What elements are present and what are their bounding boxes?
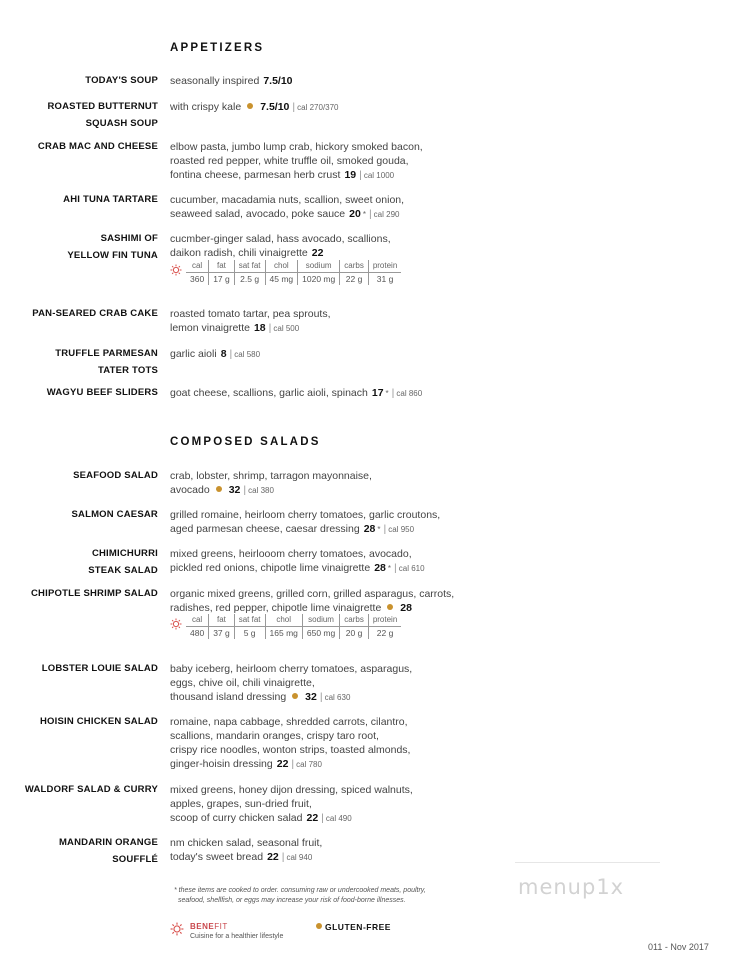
nut-header: sodium — [298, 260, 340, 273]
description-line — [170, 483, 372, 498]
menu-item-name — [31, 585, 158, 602]
menu-item-price: 28 — [374, 562, 386, 574]
description-text: cucmber-ginger salad, hass avocado, scallions, — [170, 233, 391, 245]
description-line — [170, 74, 293, 88]
description-line — [170, 715, 410, 729]
description-text: thousand island dressing — [170, 691, 287, 703]
menu-item-description — [170, 100, 339, 115]
description-text: seasonally inspired — [170, 75, 260, 87]
section-appetizers: APPETIZERS — [170, 42, 265, 54]
menu-item-name-line: CHIPOTLE SHRIMP SALAD — [30, 588, 158, 599]
separator: | — [243, 484, 247, 496]
raw-food-disclaimer — [174, 886, 426, 906]
description-line — [170, 836, 322, 850]
separator: | — [292, 101, 296, 113]
menu-item-name-line: CRAB MAC AND CHEESE — [37, 141, 158, 152]
description-text: avocado — [170, 484, 210, 496]
menu-item-calories: cal 270/370 — [297, 103, 339, 112]
description-line — [170, 100, 339, 115]
description-text: scoop of curry chicken salad — [170, 812, 303, 824]
menu-item-name — [47, 384, 158, 401]
description-text: lemon vinaigrette — [170, 322, 250, 334]
menu-item-price: 28 — [400, 602, 412, 614]
watermark-rule — [515, 862, 660, 863]
gluten-free-dot-icon — [292, 693, 298, 699]
description-line — [170, 347, 260, 362]
nut-header: protein — [368, 260, 401, 273]
nut-value: 5 g — [234, 627, 265, 640]
nut-value: 22 g — [340, 273, 369, 286]
description-text: mixed greens, honey dijon dressing, spiced walnuts, — [170, 784, 413, 796]
description-line — [170, 154, 423, 168]
nut-value: 37 g — [209, 627, 235, 640]
separator: | — [281, 851, 285, 863]
menu-item-description — [170, 386, 422, 401]
description-line — [170, 547, 425, 561]
nut-header: sodium — [302, 614, 339, 627]
description-text: elbow pasta, jumbo lump crab, hickory smoked bacon, — [170, 141, 423, 153]
menu-item-description — [170, 836, 322, 865]
separator: | — [383, 523, 387, 535]
menu-item-description — [170, 469, 372, 498]
menu-item-price: 18 — [253, 322, 266, 334]
menu-item-description — [170, 307, 331, 336]
benefit-sun-icon — [170, 618, 182, 630]
menu-item-calories: cal 1000 — [363, 171, 395, 180]
nut-header: cal — [186, 260, 209, 273]
description-line — [170, 508, 440, 522]
description-line — [170, 797, 413, 811]
raw-warning-asterisk: * — [387, 564, 392, 573]
menu-item-name — [40, 713, 158, 730]
description-line — [170, 662, 412, 676]
description-line — [170, 783, 413, 797]
description-text: crispy rice noodles, wonton strips, toasted almonds, — [170, 744, 411, 756]
nut-header: fat — [209, 260, 235, 273]
description-line — [170, 676, 412, 690]
description-text: today's sweet bread — [170, 851, 264, 863]
nut-value: 45 mg — [265, 273, 298, 286]
separator: | — [321, 812, 324, 824]
menu-item-name — [38, 138, 158, 155]
description-text: eggs, chive oil, chili vinaigrette, — [170, 677, 315, 689]
benefit-sun-icon — [170, 264, 182, 276]
menu-item-name-line: WALDORF SALAD & CURRY — [24, 784, 158, 795]
nut-value: 480 — [190, 628, 205, 638]
menu-item-calories: cal 290 — [373, 210, 400, 219]
menu-item-price: 7.5/10 — [260, 101, 290, 113]
menu-item-name — [59, 834, 158, 868]
menu-item-calories: cal 610 — [398, 564, 425, 573]
nut-header: chol — [265, 614, 302, 627]
disclaimer-line: seafood, shellfish, or eggs may increase your risk of food-borne illnesses. — [178, 897, 406, 904]
description-line — [170, 743, 410, 757]
gluten-free-dot-icon — [316, 923, 322, 929]
description-line — [170, 811, 413, 826]
separator: | — [391, 387, 395, 399]
menu-item-price: 32 — [305, 691, 317, 703]
description-line — [170, 850, 322, 865]
menu-item-name-line: SALMON CAESAR — [71, 509, 158, 520]
menu-item-name-line: SEAFOOD SALAD — [73, 470, 158, 481]
menu-code: 011 - Nov 2017 — [648, 942, 709, 952]
description-line — [170, 321, 331, 336]
menu-item-price: 22 — [267, 851, 279, 863]
nut-header: sat fat — [234, 260, 265, 273]
menu-item-description — [170, 508, 440, 537]
menu-item-calories: cal 780 — [296, 760, 322, 769]
gluten-free-label: GLUTEN-FREE — [325, 922, 391, 932]
description-line — [170, 757, 410, 772]
description-line — [170, 232, 391, 246]
description-line — [170, 168, 423, 183]
benefit-title-b: FIT — [214, 922, 228, 931]
gluten-free-legend — [316, 922, 391, 932]
description-text: pickled red onions, chipotle lime vinaigrette — [170, 562, 371, 574]
menu-item-description — [170, 715, 410, 772]
menu-item-name-line: YELLOW FIN TUNA — [67, 250, 158, 261]
menu-item-calories: cal 490 — [325, 814, 352, 823]
menu-item-calories: cal 580 — [234, 350, 261, 359]
nut-header: carbs — [340, 260, 369, 273]
menu-item-name-line: LOBSTER LOUIE SALAD — [41, 663, 158, 674]
nut-value: 31 g — [368, 273, 401, 286]
menu-item-name-line: SQUASH SOUP — [85, 118, 158, 129]
menu-item-description — [170, 547, 425, 576]
menu-item-calories: cal 380 — [248, 486, 274, 495]
description-line — [170, 386, 422, 401]
benefit-sun-icon — [170, 922, 184, 936]
benefit-title — [190, 922, 228, 931]
menu-item-name — [73, 467, 158, 484]
menu-item-description — [170, 232, 391, 260]
menu-item-calories: cal 950 — [388, 525, 415, 534]
separator: | — [359, 169, 362, 181]
nut-header: sat fat — [234, 614, 265, 627]
description-line — [170, 469, 372, 483]
menu-item-name — [88, 545, 158, 579]
menu-item-name-line: ROASTED BUTTERNUT — [47, 101, 158, 112]
description-line — [170, 207, 404, 222]
description-text: cucumber, macadamia nuts, scallion, sweet onion, — [170, 194, 405, 206]
separator: | — [291, 758, 295, 770]
nut-header: chol — [265, 260, 298, 273]
menu-item-name-line: TRUFFLE PARMESAN — [55, 348, 158, 359]
separator: | — [229, 348, 233, 360]
menu-item-name-line: SOUFFLÉ — [112, 854, 158, 865]
raw-warning-asterisk: * — [377, 525, 381, 534]
nutrition-table-tuna — [170, 260, 401, 285]
benefit-title-a: BENE — [190, 922, 215, 931]
description-text: crab, lobster, shrimp, tarragon mayonnaise, — [170, 470, 372, 482]
menu-item-name — [42, 660, 158, 677]
menu-item-description — [170, 193, 404, 222]
gluten-free-dot-icon — [387, 604, 393, 610]
menu-item-calories: cal 500 — [273, 324, 300, 333]
menu-item-price: 22 — [311, 247, 324, 259]
menu-item-price: 22 — [276, 758, 289, 770]
description-text: grilled romaine, heirloom cherry tomatoes, garlic croutons, — [170, 509, 441, 521]
nut-value: 360 — [190, 274, 205, 284]
nut-value: 165 mg — [265, 627, 302, 640]
menu-item-name — [85, 72, 158, 89]
menu-item-price: 20 — [349, 208, 361, 220]
menu-item-price: 22 — [306, 812, 319, 824]
nut-value: 650 mg — [302, 627, 339, 640]
menu-item-name — [32, 305, 158, 322]
description-line — [170, 522, 440, 537]
menu-item-name-line: CHIMICHURRI — [91, 548, 158, 559]
separator: | — [319, 691, 323, 703]
description-text: ginger-hoisin dressing — [170, 758, 273, 770]
menu-item-description — [170, 783, 413, 826]
description-text: romaine, napa cabbage, shredded carrots, cilantro, — [170, 716, 408, 728]
nut-header: fat — [209, 614, 235, 627]
description-text: roasted tomato tartar, pea sprouts, — [170, 308, 331, 320]
menu-item-name — [71, 506, 158, 523]
menu-item-description — [170, 587, 454, 615]
menu-item-name — [25, 781, 158, 798]
disclaimer-line: * these items are cooked to order. consuming raw or undercooked meats, poultry, — [174, 887, 426, 894]
menu-item-description — [170, 74, 293, 88]
raw-warning-asterisk: * — [362, 210, 366, 219]
description-line — [170, 729, 410, 743]
description-text: goat cheese, scallions, garlic aioli, spinach — [170, 387, 368, 399]
description-text: with crispy kale — [170, 101, 242, 113]
description-text: aged parmesan cheese, caesar dressing — [170, 523, 360, 535]
description-line — [170, 193, 404, 207]
menu-item-name-line: SASHIMI OF — [100, 233, 158, 244]
menu-item-price: 17 — [371, 387, 384, 399]
menu-item-name-line: HOISIN CHICKEN SALAD — [39, 716, 158, 727]
menu-item-price: 28 — [363, 523, 376, 535]
description-text: roasted red pepper, white truffle oil, smoked gouda, — [170, 155, 409, 167]
separator: | — [368, 208, 372, 220]
raw-warning-asterisk: * — [385, 389, 389, 398]
menu-item-description — [170, 140, 423, 183]
nut-value: 22 g — [368, 627, 401, 640]
gluten-free-dot-icon — [216, 486, 222, 492]
section-composed-salads: COMPOSED SALADS — [170, 436, 321, 448]
description-text: radishes, red pepper, chipotle lime vinaigrette — [170, 602, 382, 614]
description-text: mixed greens, heirlooom cherry tomatoes, avocado, — [170, 548, 412, 560]
menu-item-calories: cal 630 — [324, 693, 351, 702]
description-line — [170, 246, 391, 260]
description-text: garlic aioli — [170, 348, 217, 360]
nutrition-table-shrimp — [170, 614, 401, 639]
menu-item-price: 19 — [344, 169, 357, 181]
menu-item-name — [47, 98, 158, 132]
gluten-free-dot-icon — [247, 103, 253, 109]
menu-item-description — [170, 347, 260, 362]
menu-item-price: 8 — [220, 348, 227, 360]
description-text: baby iceberg, heirloom cherry tomatoes, asparagus, — [170, 663, 413, 675]
menu-item-price: 32 — [228, 484, 241, 496]
menu-item-name — [67, 230, 158, 264]
description-text: apples, grapes, sun-dried fruit, — [170, 798, 312, 810]
menu-item-calories: cal 860 — [396, 389, 423, 398]
menu-item-name-line: TATER TOTS — [97, 365, 158, 376]
nut-header: protein — [368, 614, 401, 627]
nut-value: 20 g — [340, 627, 369, 640]
description-text: daikon radish, chili vinaigrette — [170, 247, 308, 259]
menu-item-name-line: STEAK SALAD — [88, 565, 158, 576]
menu-item-name — [55, 345, 158, 379]
separator: | — [268, 322, 272, 334]
nut-value: 2.5 g — [234, 273, 265, 286]
description-text: organic mixed greens, grilled corn, grilled asparagus, carrots, — [170, 588, 455, 600]
description-text: fontina cheese, parmesan herb crust — [170, 169, 341, 181]
menu-item-price: 7.5/10 — [263, 75, 293, 87]
menu-item-name-line: WAGYU BEEF SLIDERS — [46, 387, 158, 398]
description-text: seaweed salad, avocado, poke sauce — [170, 208, 346, 220]
nut-value: 17 g — [209, 273, 235, 286]
description-line — [170, 690, 412, 705]
menu-item-name-line: PAN-SEARED CRAB CAKE — [32, 308, 158, 319]
benefit-subtitle: Cuisine for a healthier lifestyle — [190, 933, 284, 940]
description-text: nm chicken salad, seasonal fruit, — [170, 837, 323, 849]
menu-item-calories: cal 940 — [286, 853, 313, 862]
menu-item-name — [63, 191, 158, 208]
description-line — [170, 307, 331, 321]
menu-item-description — [170, 662, 412, 705]
nut-value: 1020 mg — [298, 273, 340, 286]
separator: | — [394, 562, 397, 574]
description-line — [170, 601, 454, 615]
description-line — [170, 140, 423, 154]
description-line — [170, 561, 425, 576]
menu-item-name-line: AHI TUNA TARTARE — [63, 194, 158, 205]
menu-item-name-line: MANDARIN ORANGE — [58, 837, 158, 848]
description-text: scallions, mandarin oranges, crispy taro root, — [170, 730, 379, 742]
nut-header: carbs — [340, 614, 369, 627]
watermark-logo: menup1x — [518, 875, 625, 899]
menu-item-name-line: TODAY'S SOUP — [85, 75, 158, 86]
nut-header: cal — [186, 614, 209, 627]
description-line — [170, 587, 454, 601]
